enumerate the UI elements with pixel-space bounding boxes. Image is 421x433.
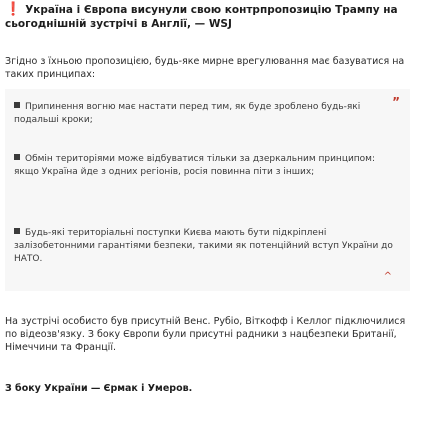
intro-text: Згідно з їхньою пропозицією, будь-яке мирне врегулювання має базуватися на таких принципах: [5,56,405,80]
principle-item: Будь-які територіальні поступки Києва мають бути підкріплені залізобетонними гарантіями безпеки, такими як потенційний вступ України до НАТО. [14,228,393,264]
ukraine-label: З боку України — [5,383,101,394]
principle-item: Припинення вогню має настати перед тим, як буде зроблено будь-які подальші кроки; [14,102,361,125]
post-headline [5,3,413,31]
bullet-icon [14,154,20,160]
headline-text: Україна і Європа висунули свою контрпропозицію Трампу на сьогоднішній зустрічі в Англії, — WSJ [5,4,398,30]
quote-block [5,89,410,291]
exclamation-icon: ❗ [5,2,22,17]
ukraine-names: Єрмак і Умеров. [103,383,193,394]
principle-item: Обмін територіями може відбуватися тільки за дзеркальним принципом: якщо Україна йде з одних регіонів, росія повинна піти з інших; [14,154,376,177]
ukraine-delegation-paragraph [5,382,413,395]
meeting-paragraph: На зустрічі особисто був присутній Венс. Рубіо, Віткофф і Келлог підключилися по відеозв'язку. З боку Європи були присутні радники з нацбезпеки Британії, Німеччини та Франції. [5,316,406,353]
bullet-icon [14,228,20,234]
bullet-icon [14,102,20,108]
quote-mark-icon: ” [392,95,400,109]
collapse-quote-icon[interactable]: ^ [383,271,392,282]
